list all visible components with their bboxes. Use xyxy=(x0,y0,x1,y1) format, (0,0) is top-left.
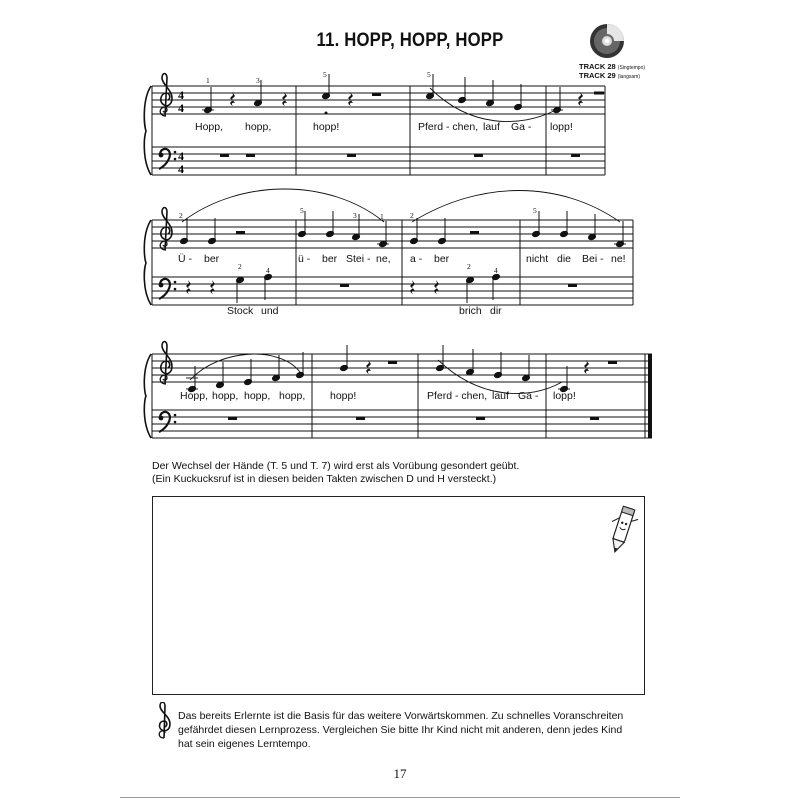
fingering: 5 xyxy=(533,206,537,215)
lyric: Bei - xyxy=(582,253,604,265)
lyric: hopp, xyxy=(212,390,239,402)
system-2-bass-staff xyxy=(152,277,633,305)
tip-text: hat sein eigenes Lerntempo. xyxy=(178,738,311,750)
lyric: lauf xyxy=(483,121,500,133)
lyric: lopp! xyxy=(553,390,576,402)
track-tempo: (Singtempo) xyxy=(617,65,646,71)
brace xyxy=(144,86,151,175)
treble-clef-icon xyxy=(155,702,173,740)
fingering: 5 xyxy=(323,70,327,79)
fingering: 4 xyxy=(266,266,270,275)
lyric: und xyxy=(261,305,279,317)
fingering: 4 xyxy=(494,266,498,275)
lyric: Ga - xyxy=(511,121,532,133)
svg-text:4: 4 xyxy=(178,101,184,115)
fingering: 2 xyxy=(238,262,242,271)
lyric: ber xyxy=(204,253,220,265)
lyric: nicht xyxy=(526,253,549,265)
fingering: 3 xyxy=(353,211,357,220)
lyric: ne, xyxy=(376,253,391,265)
lyric: hopp, xyxy=(245,121,272,133)
pencil-icon xyxy=(604,503,640,557)
lyric: Pferd - chen, xyxy=(418,121,479,133)
lyric: ne! xyxy=(611,253,626,265)
lyric: Ü - xyxy=(178,253,192,265)
track-tempo: (langsam) xyxy=(617,74,641,80)
lyric: Stei - xyxy=(346,253,371,265)
lyric: ü - xyxy=(298,253,311,265)
fingering: 1 xyxy=(206,76,210,85)
exercise-note: Der Wechsel der Hände (T. 5 und T. 7) wird erst als Vorübung gesondert geübt. xyxy=(152,460,520,472)
lyric: a - xyxy=(410,253,423,265)
tip-text: Das bereits Erlernte ist die Basis für das weitere Vorwärtskommen. Zu schnelles Voranschreiten xyxy=(178,710,624,722)
svg-text:4: 4 xyxy=(178,149,184,163)
page-number: 17 xyxy=(393,766,407,781)
svg-text:4: 4 xyxy=(178,162,184,176)
track-number: TRACK 29 xyxy=(579,71,616,80)
lyric: Stock xyxy=(227,305,254,317)
lyric: dir xyxy=(490,305,502,317)
system-3-bass-staff xyxy=(152,410,652,438)
divider xyxy=(120,797,680,798)
svg-text:4: 4 xyxy=(178,88,184,102)
fingering: 1 xyxy=(380,212,384,221)
lyric: hopp! xyxy=(313,121,340,133)
lyric: ber xyxy=(434,253,450,265)
lyric: ber xyxy=(322,253,338,265)
lyric: die xyxy=(557,253,572,265)
lyric: lopp! xyxy=(550,121,573,133)
lyric: lauf xyxy=(492,390,509,402)
lyric: Ga - xyxy=(518,390,539,402)
fingering: 2 xyxy=(410,211,414,220)
fingering: 3 xyxy=(256,76,260,85)
lyric: hopp, xyxy=(279,390,306,402)
system-1-bass-staff xyxy=(152,147,605,175)
drawing-box xyxy=(152,496,645,695)
lyric: hopp! xyxy=(330,390,357,402)
lyric: Hopp, xyxy=(180,390,209,402)
fingering: 5 xyxy=(300,206,304,215)
system-1-treble-staff xyxy=(152,86,605,114)
page-title: 11. HOPP, HOPP, HOPP xyxy=(316,30,504,51)
fingering: 2 xyxy=(179,211,183,220)
exercise-note: (Ein Kuckucksruf ist in diesen beiden Takten zwischen D und H versteckt.) xyxy=(152,473,497,485)
lyric: brich xyxy=(459,305,482,317)
fingering: 2 xyxy=(467,262,471,271)
lyric: Pferd - chen, xyxy=(427,390,488,402)
lyric: hopp, xyxy=(244,390,271,402)
tip-text: gefährdet diesen Lernprozess. Vergleichen Sie bitte Ihr Kind nicht mit anderen, denn jedes Kind xyxy=(178,724,623,736)
fingering: 5 xyxy=(427,70,431,79)
lyric: Hopp, xyxy=(195,121,224,133)
track-number: TRACK 28 xyxy=(579,62,616,71)
